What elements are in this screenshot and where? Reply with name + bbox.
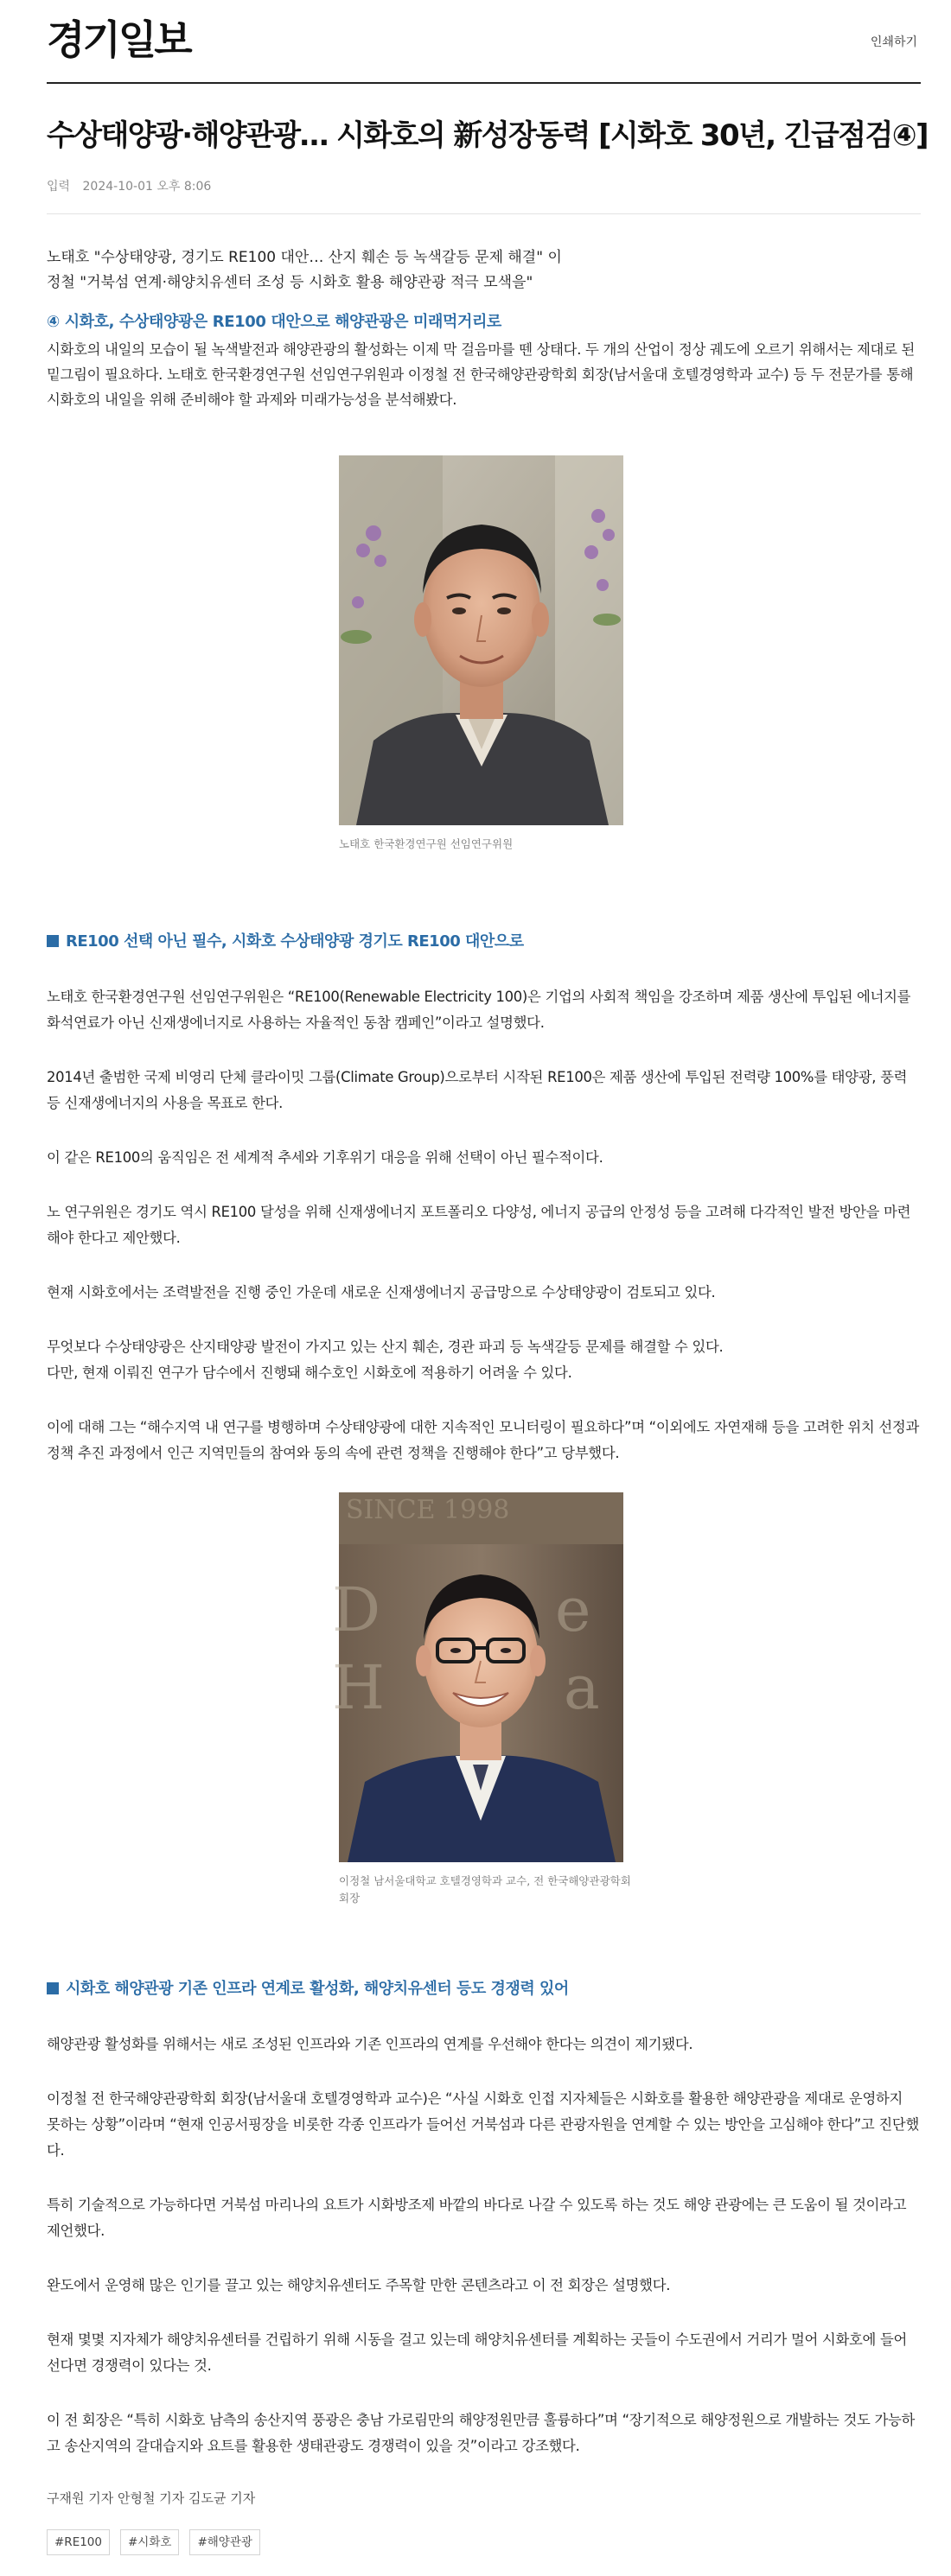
print-link[interactable]: 인쇄하기	[870, 35, 917, 49]
article-paragraph: 이 전 회장은 “특히 시화호 남측의 송산지역 풍광은 충남 가로림만의 해양정원만큼 훌륭하다”며 “장기적으로 해양정원으로 개발하는 것도 가능하고 송산지역의 갈대습지와 요트를 활용한 생태관광도 경쟁력이 있을 것”이라고 강조했다.	[47, 2412, 916, 2455]
article-date: 2024-10-01 오후 8:06	[82, 180, 212, 194]
figure-photo-2	[47, 1492, 920, 1907]
tag-marine-tourism[interactable]: #해양관광	[189, 2529, 259, 2555]
article-paragraph: 이에 대해 그는 “해수지역 내 연구를 병행하며 수상태양광에 대한 지속적인 모니터링이 필요하다”며 “이외에도 자연재해 등을 고려한 위치 선정과 정책 추진 과정에서 인근 지역민들의 참여와 동의 속에 관련 정책을 진행해야 한다”고 당부했다.	[47, 1419, 919, 1462]
tag-list	[47, 2529, 920, 2576]
photo-caption-2: 이정철 남서울대학교 호텔경영학과 교수, 전 한국해양관광학회 회장	[339, 1874, 631, 1905]
article-paragraph: 현재 시화호에서는 조력발전을 진행 중인 가운데 새로운 신재생에너지 공급망으로 수상태양광이 검토되고 있다.	[47, 1284, 716, 1301]
article-meta	[47, 177, 921, 214]
photo-caption-1: 노태호 한국환경연구원 선임연구위원	[339, 837, 514, 851]
portrait-photo-2	[332, 1492, 623, 1862]
article-paragraph: 2014년 출범한 국제 비영리 단체 클라이밋 그룹(Climate Group)으로부터 시작된 RE100은 제품 생산에 투입된 전력량 100%를 태양광, 풍력 등 신재생에너지의 사용을 목표로 한다.	[47, 1069, 908, 1112]
article-paragraph: 노태호 한국환경연구원 선임연구위원은 “RE100(Renewable Electricity 100)은 기업의 사회적 책임을 강조하며 제품 생산에 투입된 에너지를 화석연료가 아닌 신재생에너지로 사용하는 자율적인 동참 캠페인”이라고 설명했다.	[47, 989, 911, 1032]
article-byline: 구재원 기자 안형철 기자 김도균 기자	[47, 2490, 256, 2507]
svg-text:e: e	[555, 1574, 591, 1646]
svg-text:a: a	[564, 1652, 600, 1724]
site-header	[47, 0, 921, 84]
section-heading-re100	[47, 929, 920, 951]
section-heading-text: RE100 선택 아닌 필수, 시화호 수상태양광 경기도 RE100 대안으로	[66, 932, 524, 951]
svg-text:SINCE 1998: SINCE 1998	[346, 1495, 510, 1526]
section-heading-text: 시화호 해양관광 기존 인프라 연계로 활성화, 해양치유센터 등도 경쟁력 있어	[66, 1980, 569, 1999]
article-paragraph: 완도에서 운영해 많은 인기를 끌고 있는 해양치유센터도 주목할 만한 콘텐츠라고 이 전 회장은 설명했다.	[47, 2277, 671, 2294]
article-paragraph: 무엇보다 수상태양광은 산지태양광 발전이 가지고 있는 산지 훼손, 경관 파괴 등 녹색갈등 문제를 해결할 수 있다.	[47, 1339, 724, 1356]
article-paragraph: 해양관광 활성화를 위해서는 새로 조성된 인프라와 기존 인프라의 연계를 우선해야 한다는 의견이 제기됐다.	[47, 2036, 693, 2053]
article-headline: 수상태양광·해양관광… 시화호의 新성장동력 [시화호 30년, 긴급점검④]	[47, 118, 928, 153]
site-logo[interactable]: 경기일보	[47, 16, 190, 63]
article-paragraph: 현재 몇몇 지자체가 해양치유센터를 건립하기 위해 시동을 걸고 있는데 해양치유센터를 계획하는 곳들이 수도권에서 거리가 멀어 시화호에 들어선다면 경쟁력이 있다는 것.	[47, 2331, 908, 2375]
meta-label: 입력	[47, 180, 71, 194]
tag-re100[interactable]: #RE100	[47, 2529, 110, 2555]
figure-photo-1	[47, 455, 920, 853]
article-paragraph: 다만, 현재 이뤄진 연구가 담수에서 진행돼 해수호인 시화호에 적용하기 어려울 수 있다.	[47, 1364, 572, 1382]
article-paragraph: 특히 기술적으로 가능하다면 거북섬 마리나의 요트가 시화방조제 바깥의 바다로 나갈 수 있도록 하는 것도 해양 관광에는 큰 도움이 될 것이라고 제언했다.	[47, 2197, 907, 2240]
svg-text:D: D	[332, 1574, 381, 1646]
article-paragraph: 노 연구위원은 경기도 역시 RE100 달성을 위해 신재생에너지 포트폴리오 다양성, 에너지 공급의 안정성 등을 고려해 다각적인 발전 방안을 마련해야 한다고 제안했다.	[47, 1204, 911, 1247]
subtitle-line: 노태호 "수상태양광, 경기도 RE100 대안… 산지 훼손 등 녹색갈등 문제 해결" 이	[47, 249, 562, 267]
lead-paragraph: 시화호의 내일의 모습이 될 녹색발전과 해양관광의 활성화는 이제 막 걸음마를 뗀 상태다. 두 개의 산업이 정상 궤도에 오르기 위해서는 제대로 된 밑그림이 필요하다. 노태호 한국환경연구원 선임연구위원과 이정철 전 한국해양관광학회 회장(남서울대 호텔경영학과 교수) 등 두 전문가를 통해 시화호의 내일을 위해 준비해야 할 과제와 미래가능성을 분석해봤다.	[47, 341, 916, 409]
section-heading-tourism	[47, 1976, 920, 1999]
svg-text:H: H	[332, 1652, 386, 1724]
article-paragraph: 이 같은 RE100의 움직임은 전 세계적 추세와 기후위기 대응을 위해 선택이 아닌 필수적이다.	[47, 1149, 603, 1167]
tag-sihwaho[interactable]: #시화호	[120, 2529, 179, 2555]
portrait-photo-1	[339, 455, 623, 825]
article-paragraph: 이정철 전 한국해양관광학회 회장(남서울대 호텔경영학과 교수)은 “사실 시화호 인접 지자체들은 시화호를 활용한 해양관광을 제대로 운영하지 못하는 상황”이라며 “현재 인공서핑장을 비롯한 각종 인프라가 들어선 거북섬과 다른 관광자원을 연계할 수 있는 방안을 고심해야 한다”고 진단했다.	[47, 2090, 919, 2159]
square-bullet-icon	[47, 935, 59, 947]
lead-heading: ④ 시화호, 수상태양광은 RE100 대안으로 해양관광은 미래먹거리로	[47, 313, 501, 332]
square-bullet-icon	[47, 1982, 59, 1994]
subtitle-line: 정철 "거북섬 연계·해양치유센터 조성 등 시화호 활용 해양관광 적극 모색을"	[47, 274, 533, 292]
article-subtitle	[47, 245, 920, 296]
